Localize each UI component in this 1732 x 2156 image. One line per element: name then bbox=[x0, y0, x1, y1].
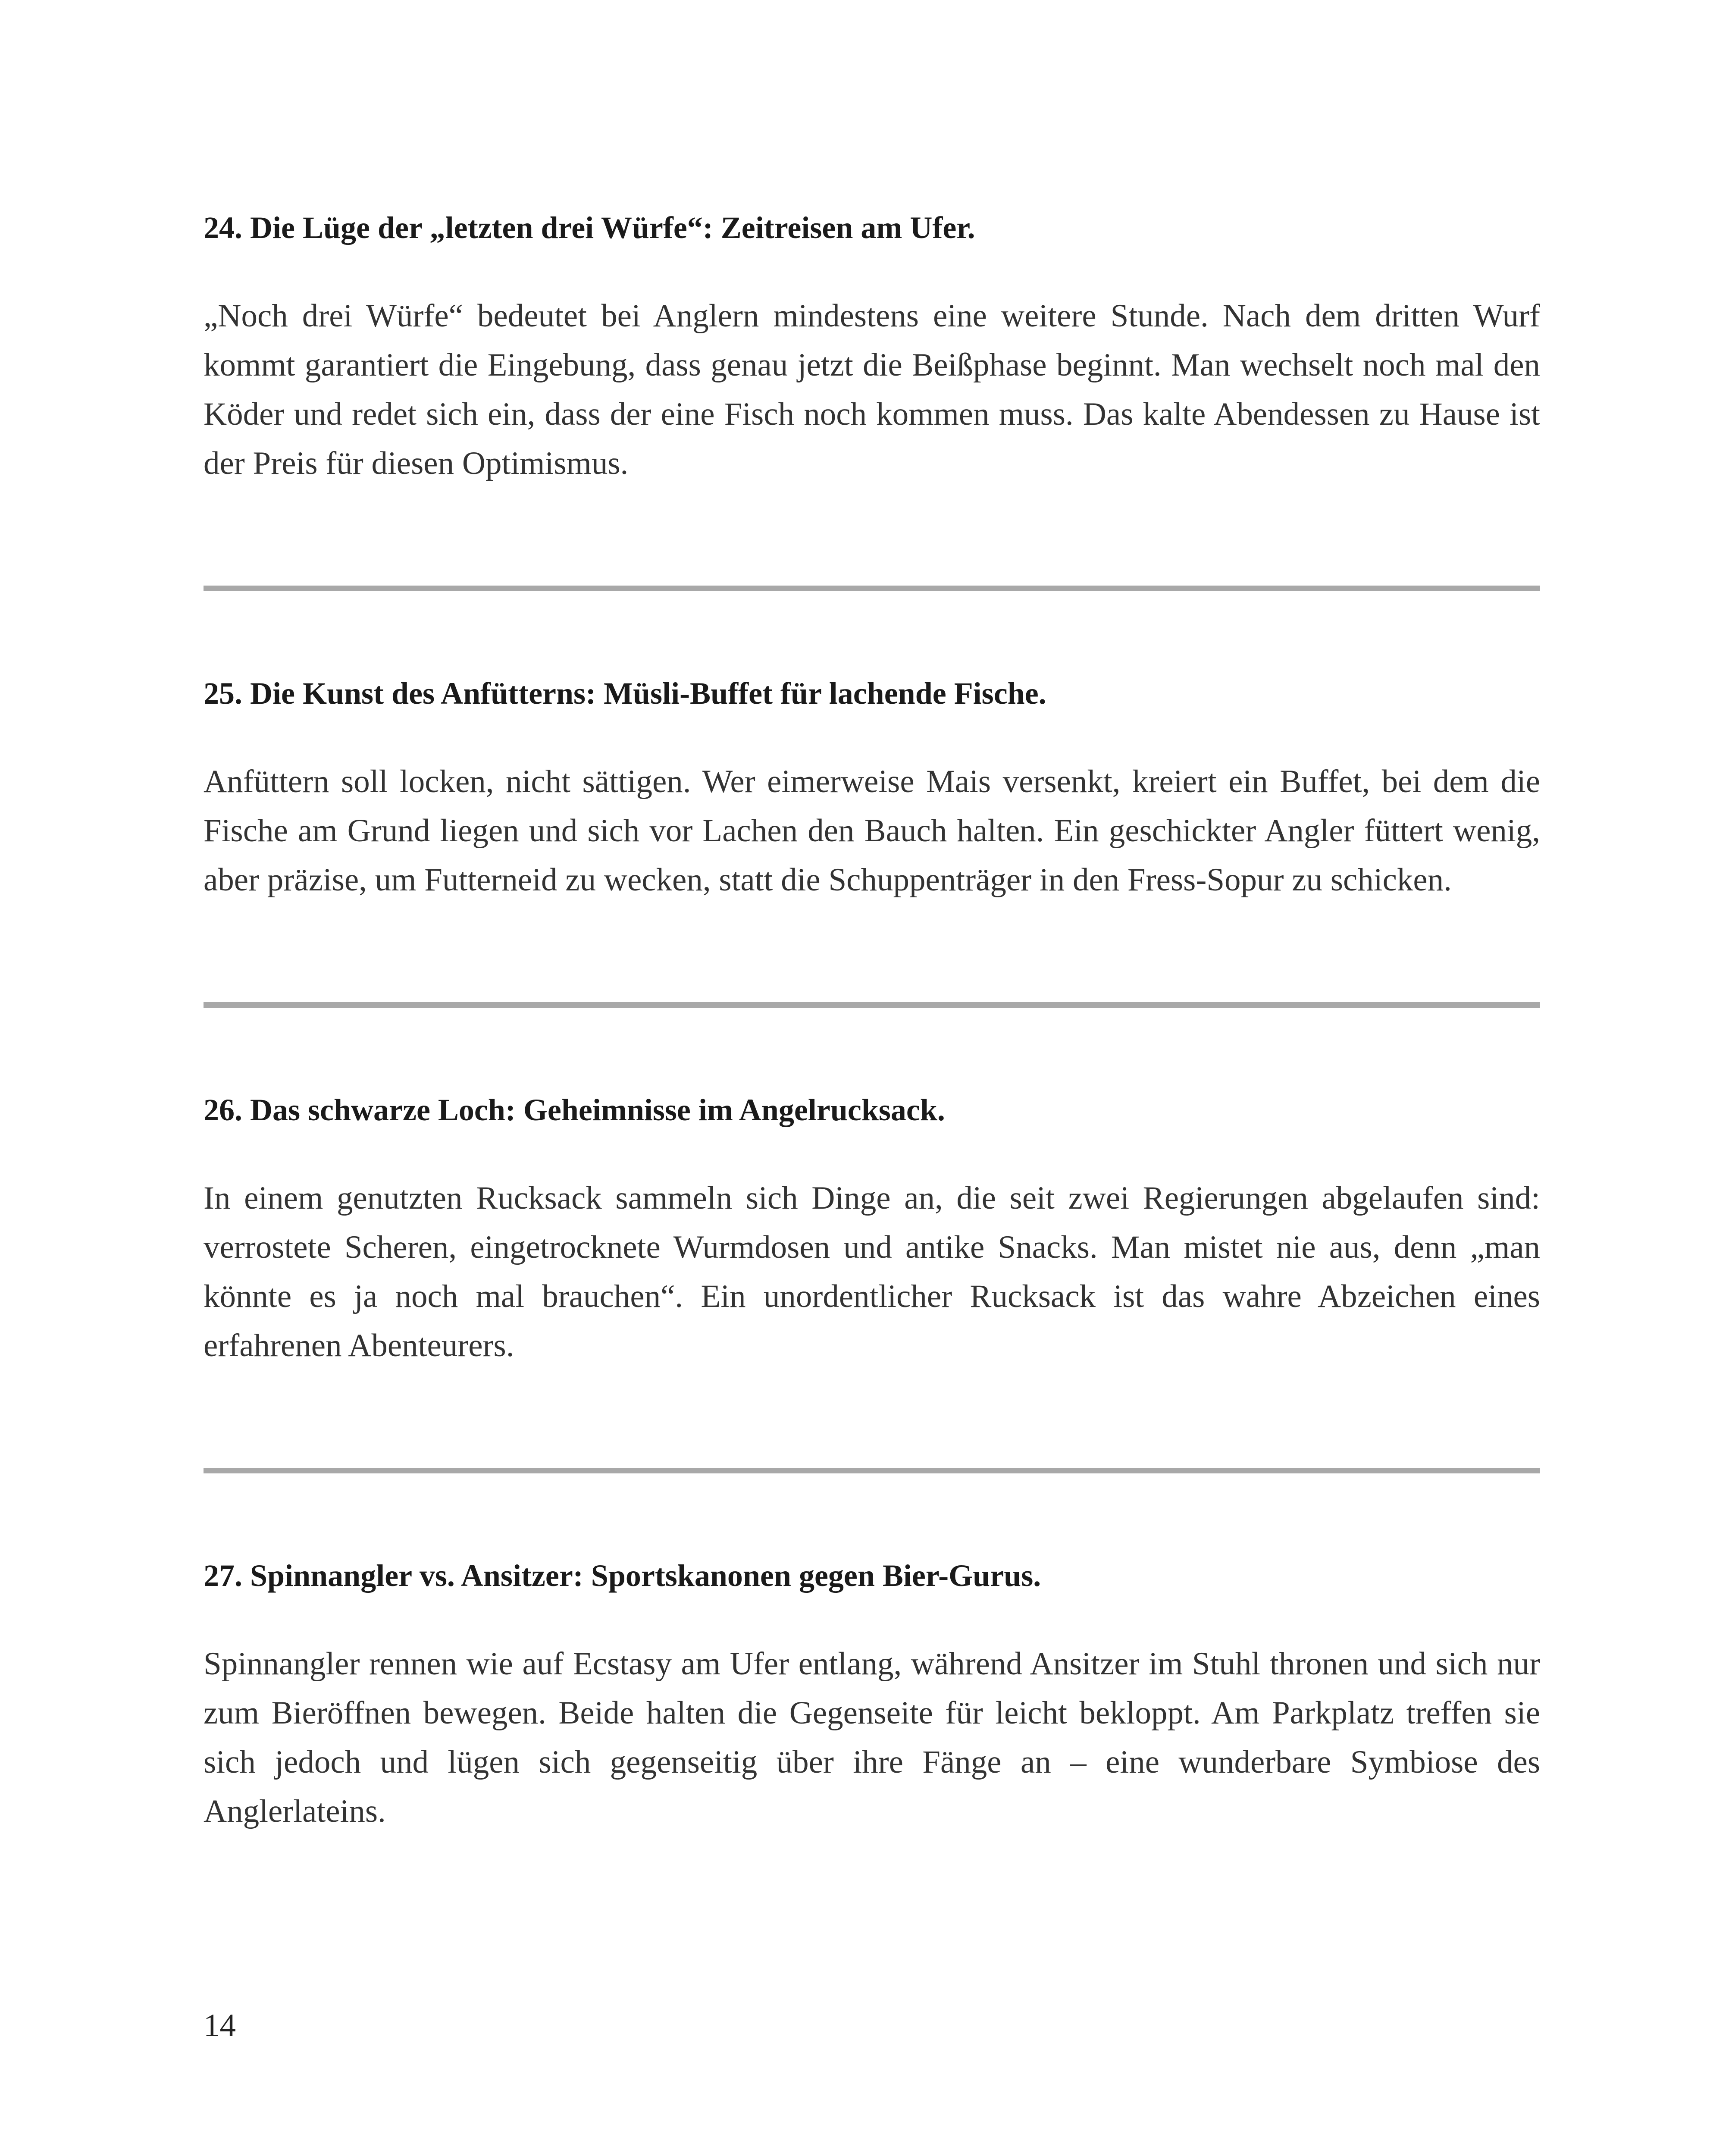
section-27 bbox=[204, 1554, 1540, 1836]
section-26 bbox=[204, 1088, 1540, 1370]
section-24 bbox=[204, 206, 1540, 488]
section-body: In einem genutzten Rucksack sammeln sich Dinge an, die seit zwei Regierungen abgelaufen sind: verrostete Scheren, eingetrocknete Wurmdosen und antike Snacks. Man mistet nie aus, denn „man könnte es ja noch mal brauchen“. Ein unordentlicher Rucksack ist das wahre Abzeichen eines erfahrenen Abenteurers. bbox=[204, 1180, 1540, 1363]
section-title: 26. Das schwarze Loch: Geheimnisse im Angelrucksack. bbox=[204, 1093, 945, 1127]
section-divider bbox=[204, 586, 1540, 591]
section-title: 24. Die Lüge der „letzten drei Würfe“: Zeitreisen am Ufer. bbox=[204, 210, 975, 245]
section-25 bbox=[204, 672, 1540, 905]
section-body: Spinnangler rennen wie auf Ecstasy am Ufer entlang, während Ansitzer im Stuhl thronen und sich nur zum Bieröffnen bewegen. Beide halten die Gegenseite für leicht bekloppt. Am Parkplatz treffen sie sich jedoch und lügen sich gegenseitig über ihre Fänge an – eine wunderbare Symbiose des Anglerlateins. bbox=[204, 1646, 1540, 1829]
section-body: „Noch drei Würfe“ bedeutet bei Anglern mindestens eine weitere Stunde. Nach dem dritten Wurf kommt garantiert die Eingebung, dass genau jetzt die Beißphase beginnt. Man wechselt noch mal den Köder und redet sich ein, dass der eine Fisch noch kommen muss. Das kalte Abendessen zu Hause ist der Preis für diesen Optimismus. bbox=[204, 298, 1540, 481]
section-divider bbox=[204, 1002, 1540, 1008]
section-divider bbox=[204, 1468, 1540, 1473]
section-title: 25. Die Kunst des Anfütterns: Müsli-Buffet für lachende Fische. bbox=[204, 676, 1046, 711]
section-body: Anfüttern soll locken, nicht sättigen. Wer eimerweise Mais versenkt, kreiert ein Buffet, bei dem die Fische am Grund liegen und sich vor Lachen den Bauch halten. Ein geschickter Angler füttert wenig, aber präzise, um Futterneid zu wecken, statt die Schuppenträger in den Fress-Sopur zu schicken. bbox=[204, 764, 1540, 898]
page-content bbox=[204, 206, 1540, 1836]
section-title: 27. Spinnangler vs. Ansitzer: Sportskanonen gegen Bier-Gurus. bbox=[204, 1558, 1041, 1593]
page-number: 14 bbox=[204, 2008, 236, 2043]
